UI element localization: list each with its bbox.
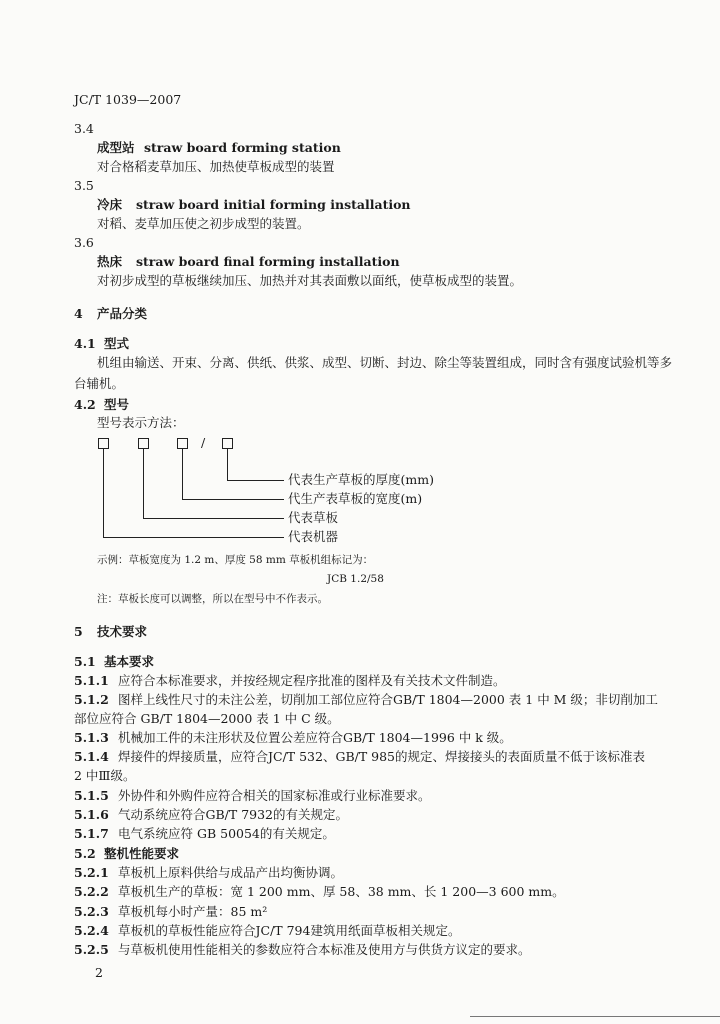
note-text: 注：草板长度可以调整，所以在型号中不作表示。 bbox=[97, 593, 328, 605]
section-number: 3.6 bbox=[74, 235, 94, 250]
term-cn: 冷床 bbox=[97, 197, 123, 212]
scan-edge-line bbox=[470, 1016, 720, 1017]
example-code: JCB 1.2/58 bbox=[327, 573, 384, 585]
term-en: straw board final forming installation bbox=[136, 254, 400, 269]
term-en: straw board forming station bbox=[144, 140, 341, 155]
section-title: 型号 bbox=[104, 397, 130, 412]
clause-text: 草板机生产的草板：宽 1 200 mm、厚 58、38 mm、长 1 200—3 600 mm。 bbox=[118, 884, 565, 899]
term-cn: 热床 bbox=[97, 254, 123, 269]
example-text: 示例：草板宽度为 1.2 m、厚度 58 mm 草板机组标记为： bbox=[97, 554, 374, 566]
clause-text: 草板机上原料供给与成品产出均衡协调。 bbox=[118, 865, 344, 880]
clause-number: 5.1.7 bbox=[74, 826, 109, 841]
clause-number: 5.1.5 bbox=[74, 788, 109, 803]
section-number: 5.2 bbox=[74, 846, 96, 861]
clause-number: 5.2.4 bbox=[74, 923, 109, 938]
clause-text: 草板机的草板性能应符合JC/T 794建筑用纸面草板相关规定。 bbox=[118, 923, 461, 938]
section-number: 3.4 bbox=[74, 121, 94, 136]
clause-text: 与草板机使用性能相关的参数应符合本标准及使用方与供货方议定的要求。 bbox=[118, 942, 531, 957]
clause-number: 5.1.4 bbox=[74, 749, 109, 764]
section-title: 产品分类 bbox=[97, 306, 148, 321]
clause-text: 部位应符合 GB/T 1804—2000 表 1 中 C 级。 bbox=[74, 711, 340, 726]
term-en: straw board initial forming installation bbox=[136, 197, 411, 212]
placeholder-box bbox=[177, 438, 188, 449]
clause-text: 气动系统应符合GB/T 7932的有关规定。 bbox=[118, 807, 349, 822]
clause-text: 应符合本标准要求，并按经规定程序批准的图样及有关技术文件制造。 bbox=[118, 673, 506, 688]
placeholder-box bbox=[98, 438, 109, 449]
section-title: 整机性能要求 bbox=[104, 846, 180, 861]
term-definition: 对稻、麦草加压使之初步成型的装置。 bbox=[97, 216, 310, 231]
clause-text: 外协件和外购件应符合相关的国家标准或行业标准要求。 bbox=[118, 788, 431, 803]
clause-text: 焊接件的焊接质量，应符合JC/T 532、GB/T 985的规定、焊接接头的表面质量不低于该标准表 bbox=[118, 749, 646, 764]
clause-number: 5.1.1 bbox=[74, 673, 109, 688]
section-title: 基本要求 bbox=[104, 654, 155, 669]
clause-text: 机械加工件的未注形状及位置公差应符合GB/T 1804—1996 中 k 级。 bbox=[118, 730, 512, 745]
term-definition: 对合格稻麦草加压、加热使草板成型的装置 bbox=[97, 159, 335, 174]
diagram-label: 代生产表草板的宽度(m) bbox=[288, 491, 423, 506]
diagram-label: 代表草板 bbox=[288, 510, 339, 525]
section-title: 型式 bbox=[104, 336, 130, 351]
paragraph-line: 台辅机。 bbox=[74, 376, 125, 391]
clause-number: 5.2.1 bbox=[74, 865, 109, 880]
section-number: 4 bbox=[74, 306, 83, 321]
clause-text: 草板机每小时产量：85 m² bbox=[118, 904, 268, 919]
term-definition: 对初步成型的草板继续加压、加热并对其表面敷以面纸，使草板成型的装置。 bbox=[97, 273, 523, 288]
clause-number: 5.2.5 bbox=[74, 942, 109, 957]
clause-number: 5.2.2 bbox=[74, 884, 109, 899]
section-number: 3.5 bbox=[74, 178, 94, 193]
clause-text: 2 中Ⅲ级。 bbox=[74, 768, 136, 783]
clause-text: 图样上线性尺寸的未注公差，切削加工部位应符合GB/T 1804—2000 表 1 中 M 级；非切削加工 bbox=[118, 692, 658, 707]
diagram-label: 代表机器 bbox=[288, 529, 339, 544]
slash-separator: / bbox=[201, 435, 206, 450]
clause-number: 5.1.2 bbox=[74, 692, 109, 707]
placeholder-box bbox=[138, 438, 149, 449]
clause-number: 5.2.3 bbox=[74, 904, 109, 919]
clause-number: 5.1.3 bbox=[74, 730, 109, 745]
page-number: 2 bbox=[95, 965, 103, 980]
standard-code: JC/T 1039—2007 bbox=[74, 92, 182, 107]
section-number: 5 bbox=[74, 624, 83, 639]
model-intro: 型号表示方法： bbox=[97, 415, 185, 430]
section-title: 技术要求 bbox=[97, 624, 148, 639]
term-cn: 成型站 bbox=[97, 140, 135, 155]
section-number: 4.1 bbox=[74, 336, 96, 351]
diagram-label: 代表生产草板的厚度(mm) bbox=[288, 472, 434, 487]
section-number: 5.1 bbox=[74, 654, 96, 669]
clause-number: 5.1.6 bbox=[74, 807, 109, 822]
paragraph-line: 机组由输送、开束、分离、供纸、供浆、成型、切断、封边、除尘等装置组成，同时含有强度试验机等多 bbox=[97, 355, 673, 370]
placeholder-box bbox=[222, 438, 233, 449]
clause-text: 电气系统应符 GB 50054的有关规定。 bbox=[118, 826, 335, 841]
section-number: 4.2 bbox=[74, 397, 96, 412]
